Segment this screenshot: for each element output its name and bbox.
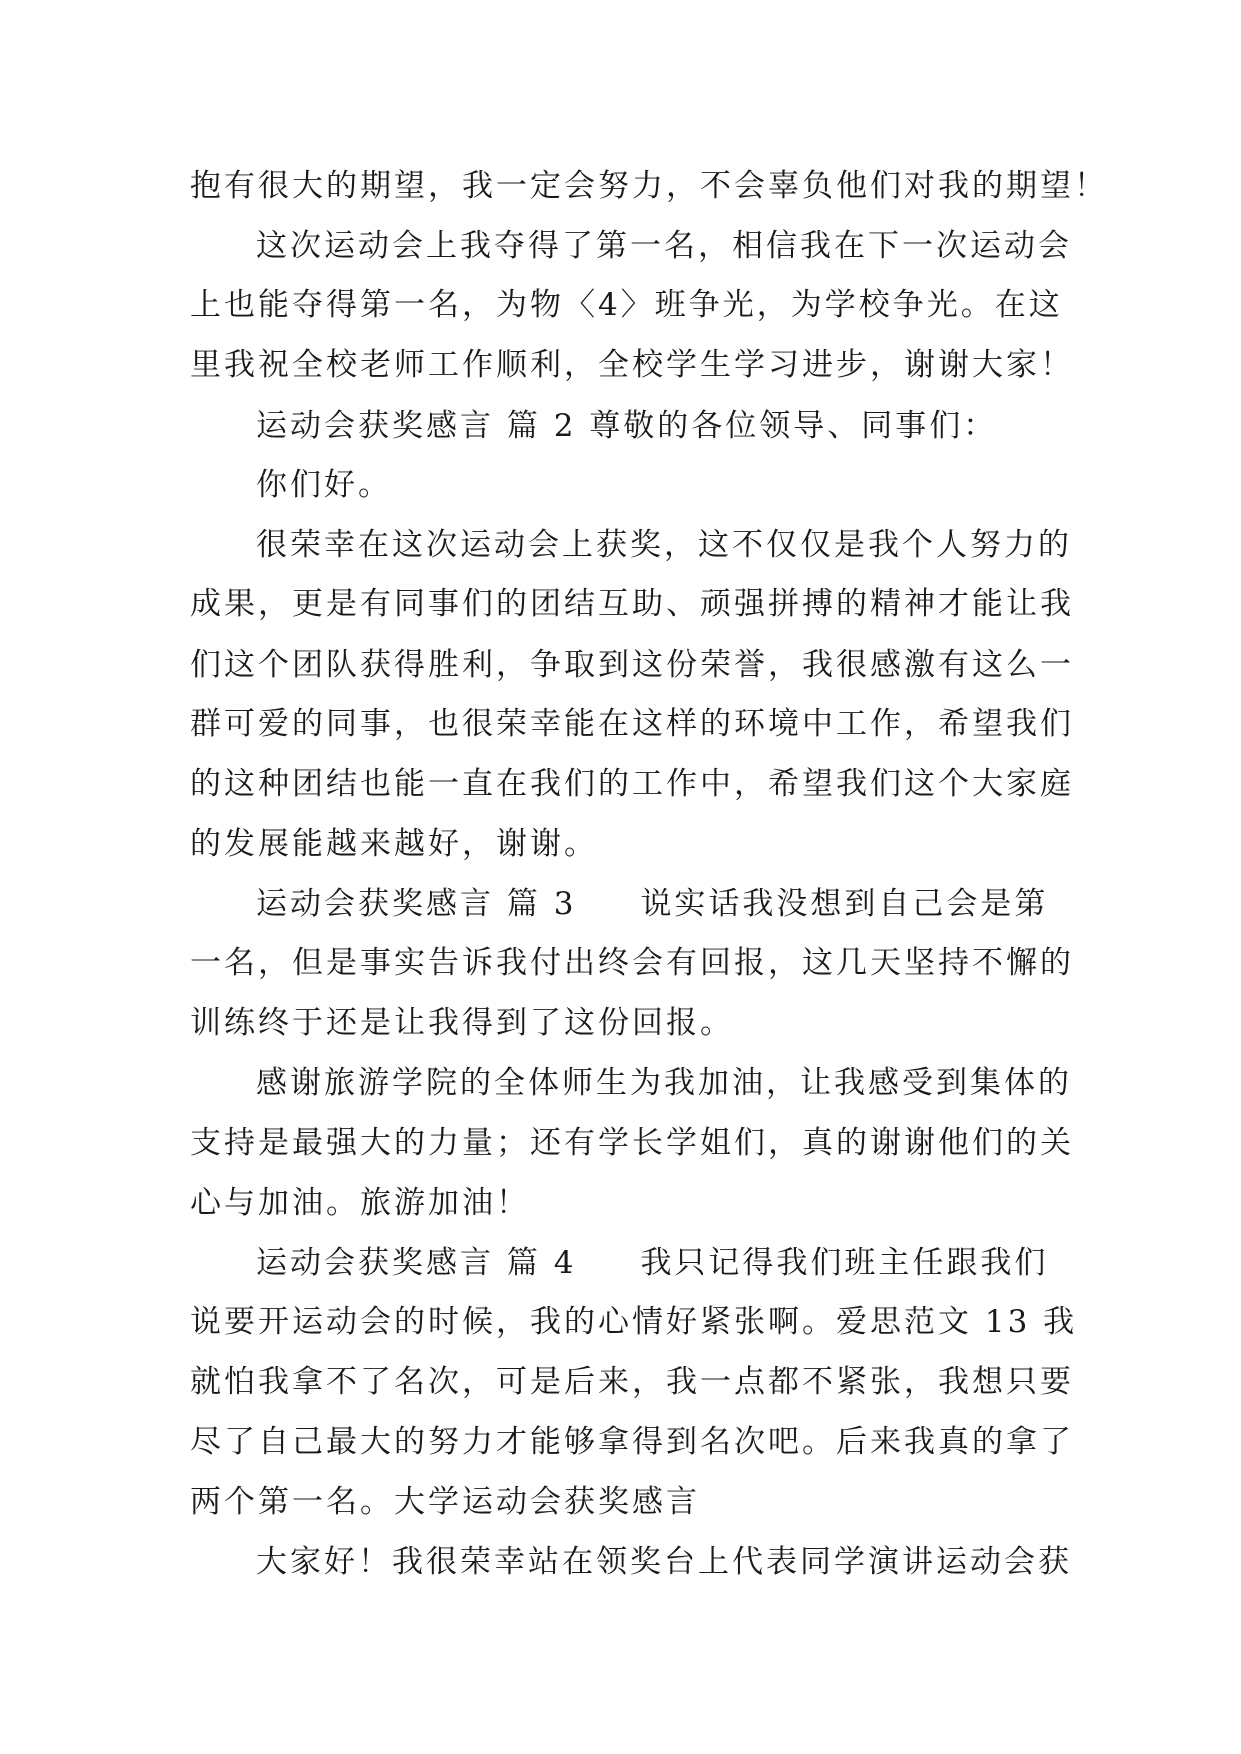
text-line: 抱有很大的期望，我一定会努力，不会辜负他们对我的期望！	[190, 168, 1108, 204]
text-line: 就怕我拿不了名次，可是后来，我一点都不紧张，我想只要	[190, 1364, 1074, 1400]
text-line: 尽了自己最大的努力才能够拿得到名次吧。后来我真的拿了	[190, 1424, 1074, 1460]
section-heading-3: 运动会获奖感言 篇 3	[256, 886, 577, 922]
text-line: 训练终于还是让我得到了这份回报。	[190, 1005, 734, 1041]
text-line: 里我祝全校老师工作顺利，全校学生学习进步，谢谢大家！	[190, 347, 1074, 383]
text-line: 大家好！我很荣幸站在领奖台上代表同学演讲运动会获	[256, 1544, 1072, 1580]
text-line: 这次运动会上我夺得了第一名，相信我在下一次运动会	[256, 228, 1072, 264]
text-line: 们这个团队获得胜利，争取到这份荣誉，我很感激有这么一	[190, 647, 1074, 683]
text-line: 上也能夺得第一名，为物〈4〉班争光，为学校争光。在这	[190, 287, 1063, 323]
text-line: 说要开运动会的时候，我的心情好紧张啊。爱思范文 13 我	[190, 1304, 1078, 1340]
text-line: 你们好。	[256, 467, 392, 503]
text-line: 的这种团结也能一直在我们的工作中，希望我们这个大家庭	[190, 766, 1074, 802]
text-line: 很荣幸在这次运动会上获奖，这不仅仅是我个人努力的	[256, 527, 1072, 563]
text-segment: 我只记得我们班主任跟我们	[640, 1245, 1049, 1281]
text-line: 一名，但是事实告诉我付出终会有回报，这几天坚持不懈的	[190, 945, 1074, 981]
text-line: 支持是最强大的力量；还有学长学姐们，真的谢谢他们的关	[190, 1125, 1074, 1161]
section-heading-3-line	[256, 884, 1048, 924]
text-line: 的发展能越来越好，谢谢。	[190, 826, 598, 862]
text-segment: 说实话我没想到自己会是第	[640, 886, 1049, 922]
text-line: 成果，更是有同事们的团结互助、顽强拼搏的精神才能让我	[190, 586, 1074, 622]
text-line: 感谢旅游学院的全体师生为我加油，让我感受到集体的	[256, 1065, 1072, 1101]
section-heading-4: 运动会获奖感言 篇 4	[256, 1245, 577, 1281]
text-line: 两个第一名。大学运动会获奖感言	[190, 1484, 700, 1520]
section-heading-2: 运动会获奖感言 篇 2 尊敬的各位领导、同事们：	[256, 408, 998, 444]
section-heading-4-line	[256, 1243, 1048, 1283]
text-line: 群可爱的同事，也很荣幸能在这样的环境中工作，希望我们	[190, 706, 1074, 742]
text-line: 心与加油。旅游加油！	[190, 1185, 530, 1221]
